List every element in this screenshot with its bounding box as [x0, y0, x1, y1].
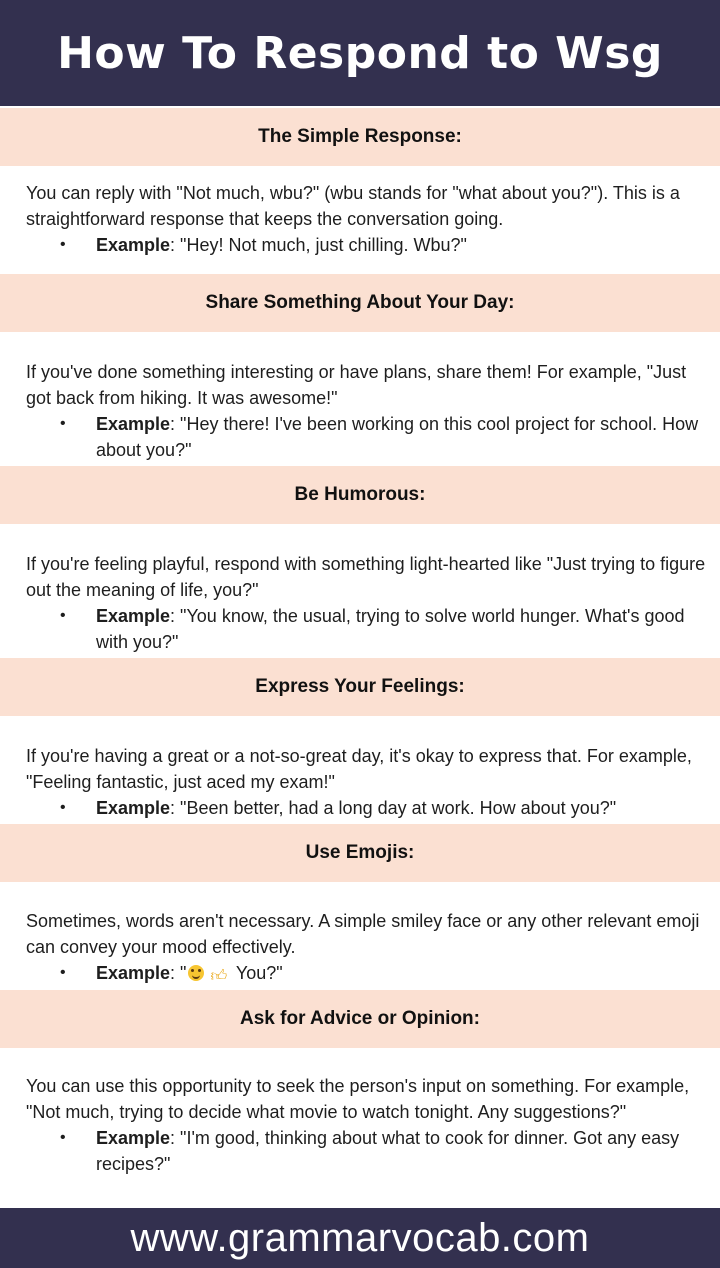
bullet-icon: •	[60, 607, 66, 624]
section-heading-band	[0, 658, 720, 716]
section-heading-band	[0, 466, 720, 524]
bullet-icon: •	[60, 1129, 66, 1146]
section-heading: The Simple Response:	[258, 126, 462, 147]
bullet-icon: •	[60, 236, 66, 253]
section-body: If you're feeling playful, respond with something light-hearted like "Just trying to figure out the meaning of life, you?"	[26, 554, 706, 600]
bullet-icon: •	[60, 964, 66, 981]
footer-banner	[0, 1208, 720, 1268]
example-item	[26, 411, 710, 463]
example-list	[26, 1125, 710, 1177]
example-list	[26, 603, 710, 655]
section-heading-band	[0, 990, 720, 1048]
example-item	[26, 1125, 710, 1177]
section-heading: Ask for Advice or Opinion:	[240, 1008, 480, 1029]
section-content	[26, 908, 710, 990]
section-heading: Share Something About Your Day:	[205, 292, 515, 313]
bullet-icon: •	[60, 799, 66, 816]
example-label: Example	[96, 1128, 171, 1148]
section-heading-band	[0, 274, 720, 332]
example-item	[26, 960, 710, 990]
section-content	[26, 1073, 710, 1177]
header-banner	[0, 0, 720, 106]
thumbs-up-icon: 👍︎	[210, 968, 228, 985]
example-list	[26, 411, 710, 463]
example-item	[26, 232, 710, 258]
example-text: : "You know, the usual, trying to solve world hunger. What's good with you?"	[96, 606, 685, 652]
website-url: www.grammarvocab.com	[130, 1215, 590, 1260]
example-text: : "I'm good, thinking about what to cook for dinner. Got any easy recipes?"	[96, 1128, 680, 1174]
section-content	[26, 359, 710, 463]
section-body: If you're having a great or a not-so-great day, it's okay to express that. For example, "Feeling fantastic, just aced my exam!"	[26, 746, 692, 792]
section-body: You can reply with "Not much, wbu?" (wbu stands for "what about you?"). This is a straightforward response that keeps the conversation going.	[26, 183, 680, 229]
example-label: Example	[96, 414, 171, 434]
section-heading: Be Humorous:	[294, 484, 426, 505]
section-heading: Use Emojis:	[305, 842, 415, 863]
example-list	[26, 960, 710, 990]
example-label: Example	[96, 963, 171, 983]
example-label: Example	[96, 606, 171, 626]
section-content	[26, 743, 710, 821]
page-title: How To Respond to Wsg	[57, 27, 663, 79]
example-list	[26, 232, 710, 258]
section-content	[26, 551, 710, 655]
section-heading-band	[0, 824, 720, 882]
example-text: : "Hey there! I've been working on this cool project for school. How about you?"	[96, 414, 699, 460]
example-label: Example	[96, 798, 171, 818]
section-body: You can use this opportunity to seek the person's input on something. For example, "Not much, trying to decide what movie to watch tonight. Any suggestions?"	[26, 1076, 690, 1122]
example-text-end: You?"	[231, 963, 283, 983]
section-body: If you've done something interesting or have plans, share them! For example, "Just got back from hiking. It was awesome!"	[26, 362, 687, 408]
example-label: Example	[96, 235, 171, 255]
example-text-start: : "	[170, 963, 187, 983]
bullet-icon: •	[60, 415, 66, 432]
smiling-face-icon	[188, 965, 204, 981]
example-text: : "Hey! Not much, just chilling. Wbu?"	[170, 235, 467, 255]
section-heading-band	[0, 108, 720, 166]
section-body: Sometimes, words aren't necessary. A simple smiley face or any other relevant emoji can convey your mood effectively.	[26, 911, 700, 957]
section-content	[26, 180, 710, 258]
section-heading: Express Your Feelings:	[255, 676, 465, 697]
example-item	[26, 603, 710, 655]
example-item	[26, 795, 710, 821]
example-list	[26, 795, 710, 821]
example-text: : "Been better, had a long day at work. How about you?"	[170, 798, 617, 818]
